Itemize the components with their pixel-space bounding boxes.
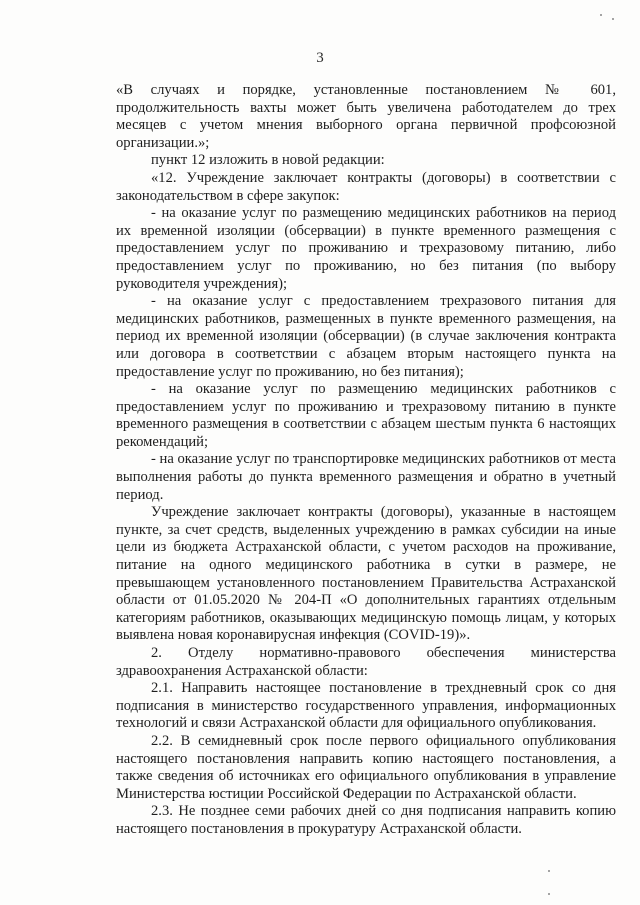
paragraph-point-12: «12. Учреждение заключает контракты (договоры) в соответствии с законодательством в сфере закупок: bbox=[116, 169, 616, 204]
paragraph-quote-shift-duration: «В случаях и порядке, установленные постановлением № 601, продолжительность вахты может быть увеличена работодателем до трех месяцев с учетом мнения выборного органа первичной профсоюзной организации.»; bbox=[116, 82, 616, 151]
scan-speck bbox=[612, 18, 614, 20]
page-number: 3 bbox=[316, 50, 324, 66]
list-item-transport: - на оказание услуг по транспортировке медицинских работников от места выполнения работы до пункта временного размещения и обратно в учетный период. bbox=[116, 451, 616, 503]
list-item-accommodation-meals: - на оказание услуг по размещению медицинских работников с предоставлением услуг по проживанию и трехразовому питанию в пункте временного размещения в соответствии с абзацем шестым пункта 6 настоящих рекомендаций; bbox=[116, 381, 616, 450]
list-item-meals: - на оказание услуг с предоставлением трехразового питания для медицинских работников, размещенных в пункте временного размещения, на период их временной изоляции (обсервации) (в случае заключения контракта или договора в соответствии с абзацем вторым настоящего пункта на предоставление услуг по проживанию, но без питания); bbox=[116, 293, 616, 380]
paragraph-point-2-3: 2.3. Не позднее семи рабочих дней со дня подписания направить копию настоящего постановления в прокуратуру Астраханской области. bbox=[116, 803, 616, 837]
paragraph-point-12-intro: пункт 12 изложить в новой редакции: bbox=[151, 152, 385, 169]
scan-speck bbox=[600, 14, 602, 16]
list-item-accommodation: - на оказание услуг по размещению медицинских работников на период их временной изоляции (обсервации) в пункте временного размещения с предоставлением услуг по проживанию и трехразовому питанию, либо предоставлением услуг по проживанию, но без питания (по выбору руководителя учреждения); bbox=[116, 205, 616, 292]
paragraph-contracts-funding: Учреждение заключает контракты (договоры), указанные в настоящем пункте, за счет средств, выделенных учреждению в рамках субсидии на иные цели из бюджета Астраханской области, с учетом расходов на проживание, питание на одного медицинского работника в сутки в размере, не превышающем установленного постановлением Правительства Астраханской области от 01.05.2020 № 204-П «О дополнительных гарантиях отдельным категориям работников, оказывающих медицинскую помощь лицам, у которых выявлена новая коронавирусная инфекция (COVID-19)». bbox=[116, 504, 616, 644]
paragraph-point-2: 2. Отделу нормативно-правового обеспечения министерства здравоохранения Астраханской области: bbox=[116, 645, 616, 679]
paragraph-point-2-2: 2.2. В семидневный срок после первого официального опубликования настоящего постановления направить копию настоящего постановления, а также сведения об источниках его официального опубликования в управление Министерства юстиции Российской Федерации по Астраханской области. bbox=[116, 732, 616, 802]
scan-speck bbox=[548, 870, 550, 872]
document-body bbox=[116, 82, 616, 839]
paragraph-point-2-1: 2.1. Направить настоящее постановление в трехдневный срок со дня подписания в министерство государственного управления, информационных технологий и связи Астраханской области для официального опубликования. bbox=[116, 680, 616, 732]
scan-speck bbox=[548, 893, 550, 895]
